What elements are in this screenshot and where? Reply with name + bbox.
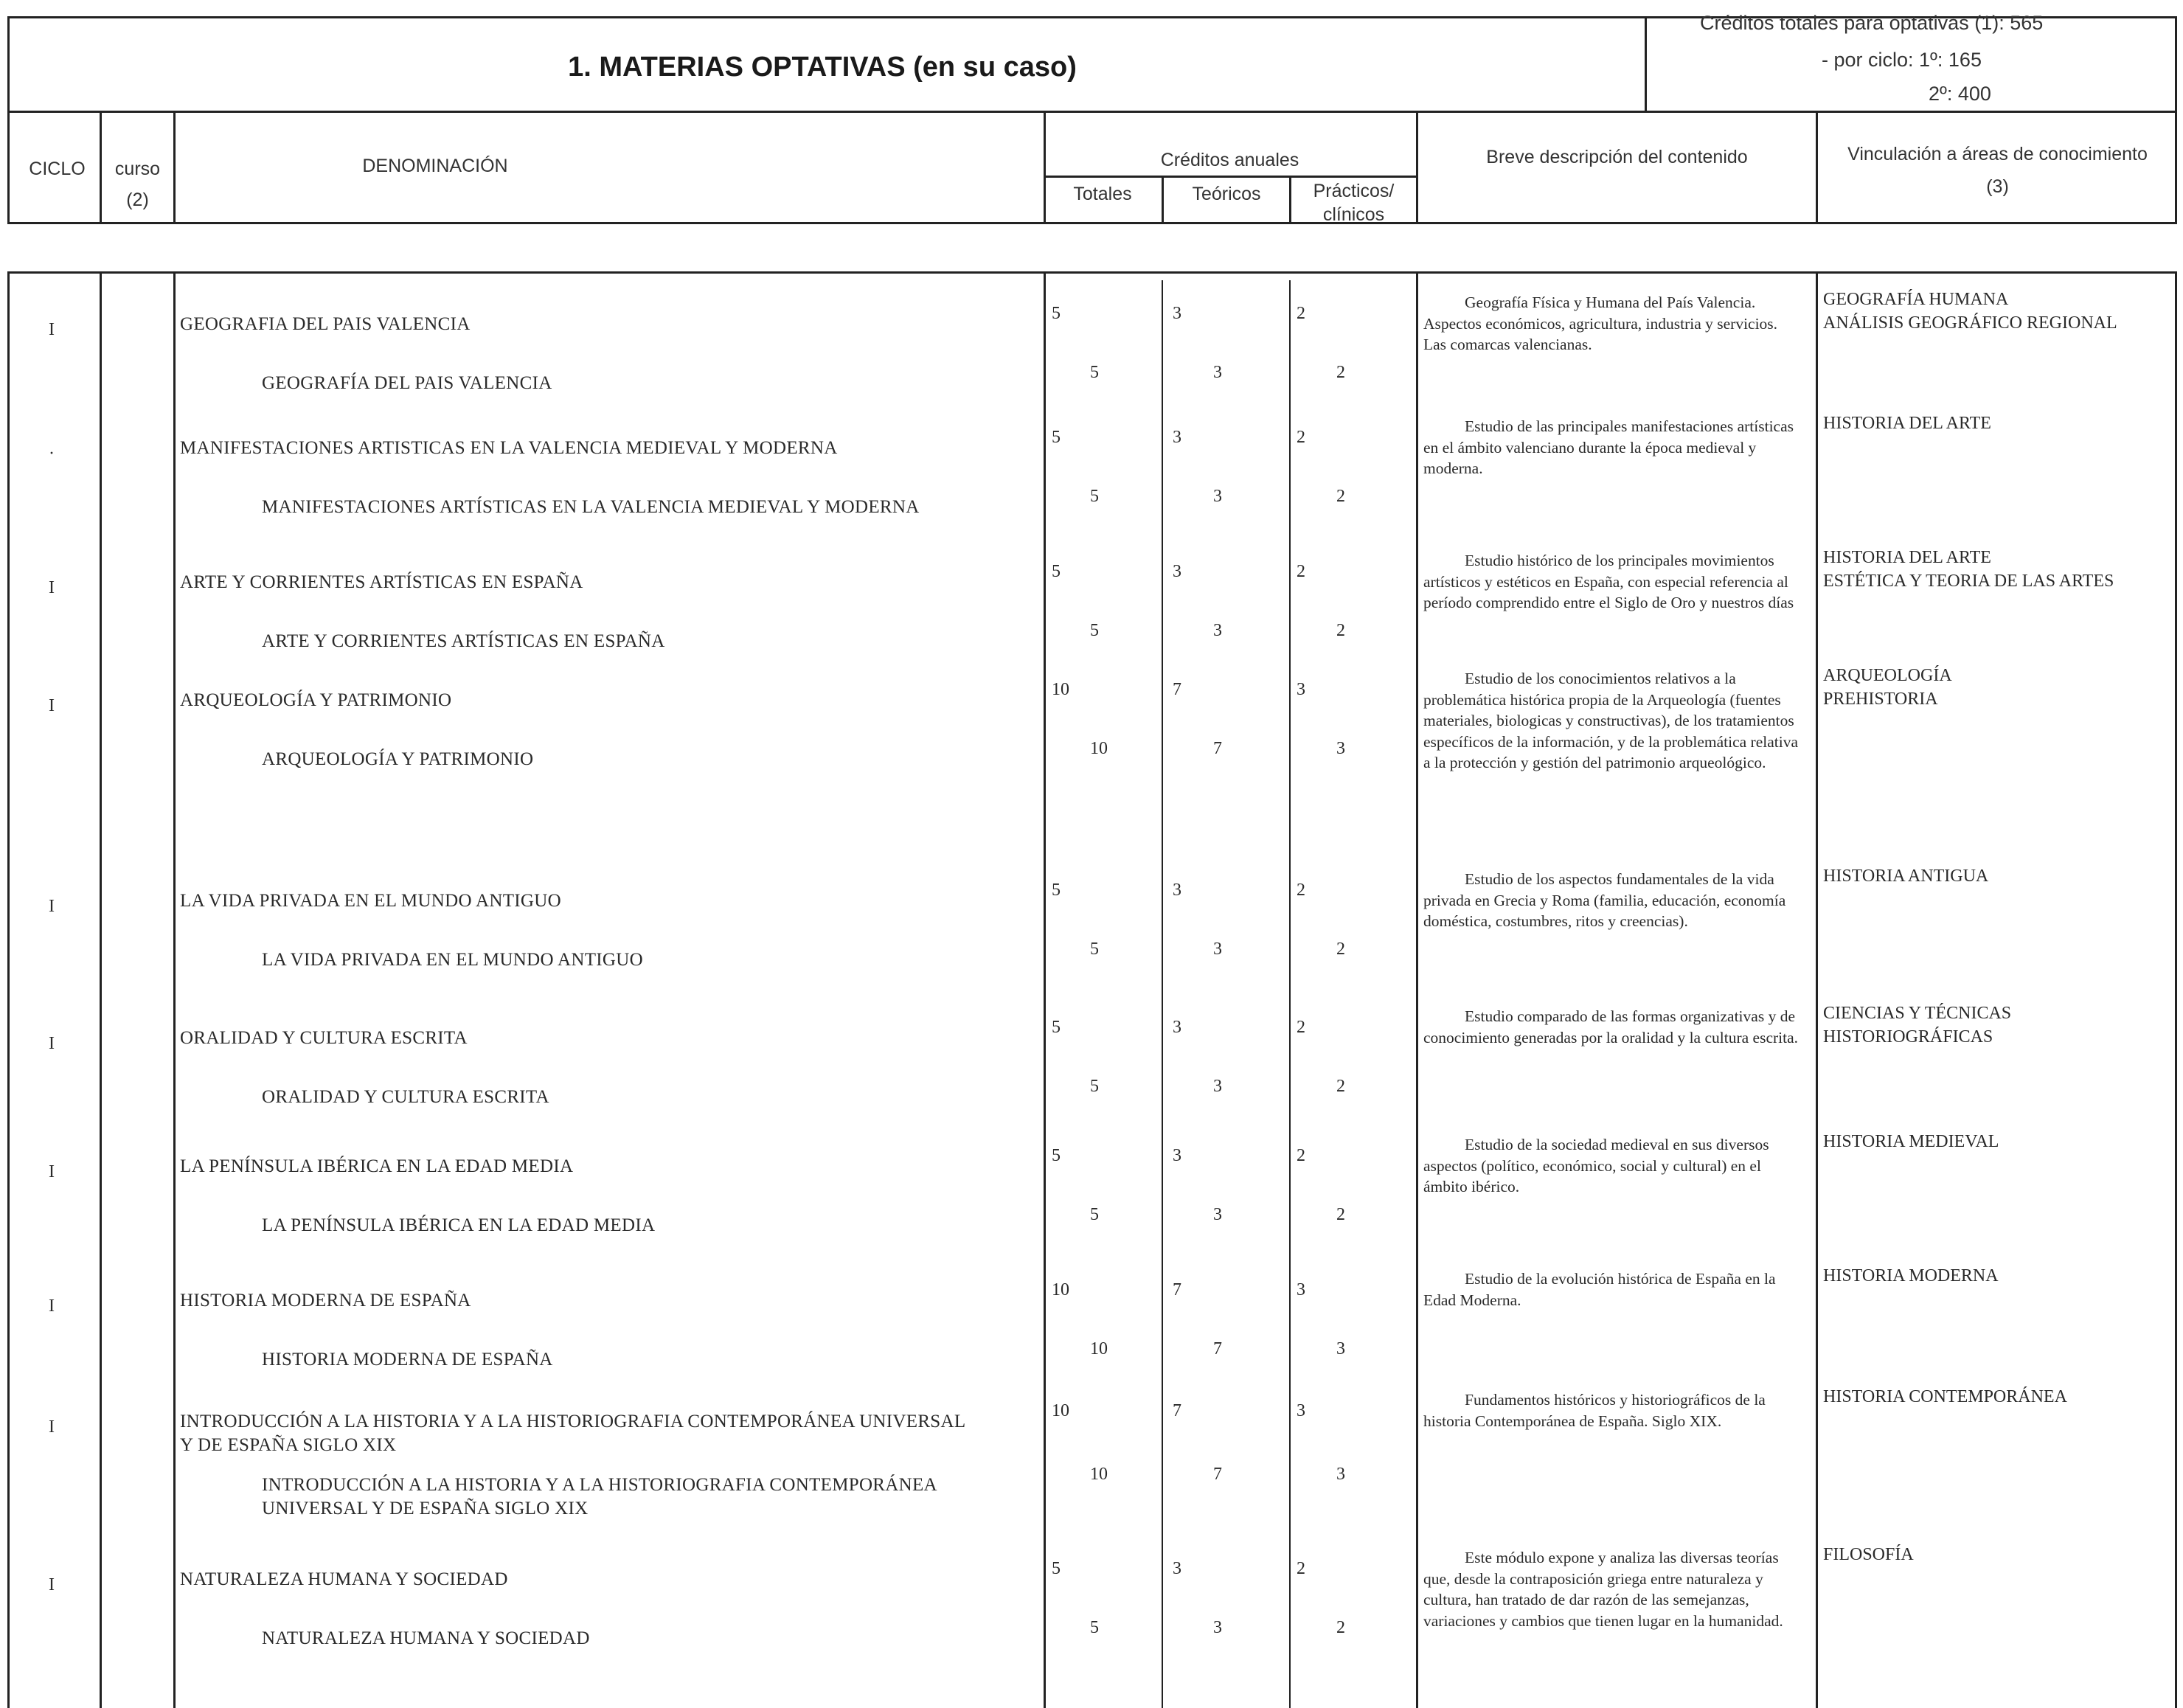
sub-subject-name: ARQUEOLOGÍA Y PATRIMONIO [262, 749, 534, 769]
col-header-clinicos: clínicos [1322, 204, 1385, 225]
credits-totales: 5 [1052, 881, 1061, 900]
credits-teoricos: 7 [1173, 680, 1181, 699]
sub-subject-name: LA PENÍNSULA IBÉRICA EN LA EDAD MEDIA [262, 1215, 656, 1235]
col-header-vinculacion: Vinculación a áreas de conocimiento [1847, 144, 2148, 164]
sub-credits-teoricos: 3 [1213, 1205, 1222, 1224]
sub-credits-teoricos: 3 [1213, 940, 1222, 959]
content-description: Estudio de los conocimientos relativos a la problemática histórica propia de la Arqueología (fuentes materiales, biologicas y constructivas), de los tratamientos específicos de la información, y de la problemática relativa a la protección y gestión del patrimonio arqueológico. [1423, 670, 1799, 771]
credits-practicos: 3 [1297, 1280, 1305, 1299]
credits-box-divider [1645, 16, 1647, 111]
col-header-creditos: Créditos anuales [1160, 150, 1299, 170]
content-description: Estudio comparado de las formas organizativas y de conocimiento generadas por la oralidad y la cultura escrita. [1423, 1007, 1799, 1046]
row-ciclo: I [49, 1162, 55, 1181]
col-header-totales: Totales [1073, 184, 1132, 204]
sub-credits-practicos: 3 [1336, 739, 1345, 758]
sub-subject-name: MANIFESTACIONES ARTÍSTICAS EN LA VALENCIA MEDIEVAL Y MODERNA [262, 497, 920, 517]
sub-credits-practicos: 3 [1336, 1339, 1345, 1358]
knowledge-area: GEOGRAFÍA HUMANA ANÁLISIS GEOGRÁFICO REGIONAL [1823, 290, 2117, 333]
col-header-teoricos: Teóricos [1192, 184, 1261, 204]
sub-subject-name: GEOGRAFÍA DEL PAIS VALENCIA [262, 373, 552, 393]
knowledge-area: FILOSOFÍA [1823, 1545, 1914, 1564]
sub-credits-practicos: 2 [1336, 487, 1345, 506]
subject-name: ORALIDAD Y CULTURA ESCRITA [180, 1028, 468, 1048]
col-header-ciclo: CICLO [29, 159, 86, 179]
col-header-descripcion: Breve descripción del contenido [1486, 147, 1748, 167]
credits-totales: 5 [1052, 304, 1061, 323]
sub-credits-teoricos: 3 [1213, 1618, 1222, 1637]
subject-name: ARTE Y CORRIENTES ARTÍSTICAS EN ESPAÑA [180, 572, 583, 592]
sub-credits-totales: 10 [1090, 739, 1108, 758]
row-ciclo: I [49, 897, 55, 916]
row-ciclo: I [49, 1034, 55, 1053]
knowledge-area: HISTORIA MEDIEVAL [1823, 1132, 1999, 1151]
sub-credits-totales: 5 [1090, 1618, 1099, 1637]
col-header-curso-note: (2) [126, 190, 149, 210]
sub-credits-practicos: 2 [1336, 363, 1345, 382]
sub-credits-practicos: 2 [1336, 621, 1345, 640]
row-ciclo: I [49, 1417, 55, 1437]
credits-total: Créditos totales para optativas (1): 565 [1700, 12, 2044, 34]
subject-name: GEOGRAFIA DEL PAIS VALENCIA [180, 314, 471, 334]
sub-credits-totales: 5 [1090, 363, 1099, 382]
content-description: Este módulo expone y analiza las diversas teorías que, desde la contraposición griega entre naturaleza y cultura, han tratado de dar razón de las semejanzas, variaciones y cambios que tienen lugar en la humanidad. [1423, 1549, 1783, 1630]
credits-totales: 5 [1052, 1018, 1061, 1037]
col-header-vinculacion-note: (3) [1986, 176, 2009, 197]
sub-credits-teoricos: 7 [1213, 1339, 1222, 1358]
credits-totales: 10 [1052, 1401, 1069, 1420]
sub-subject-name: HISTORIA MODERNA DE ESPAÑA [262, 1350, 553, 1369]
credits-teoricos: 3 [1173, 562, 1181, 581]
body-divider-creditos [1416, 271, 1418, 1708]
sub-credits-practicos: 2 [1336, 940, 1345, 959]
knowledge-area: HISTORIA MODERNA [1823, 1266, 1999, 1285]
sub-credits-totales: 5 [1090, 1077, 1099, 1096]
col-header-denominacion: DENOMINACIÓN [362, 156, 508, 176]
credits-practicos: 2 [1297, 304, 1305, 323]
content-description: Estudio de la sociedad medieval en sus diversos aspectos (político, económico, social y cultural) en el ámbito ibérico. [1423, 1136, 1769, 1195]
credits-practicos: 2 [1297, 1146, 1305, 1165]
content-description: Fundamentos históricos y historiográficos de la historia Contemporánea de España. Siglo XIX. [1423, 1391, 1766, 1430]
sub-credits-totales: 5 [1090, 621, 1099, 640]
row-ciclo: I [49, 578, 55, 597]
credits-practicos: 2 [1297, 1559, 1305, 1578]
credits-totales: 10 [1052, 1280, 1069, 1299]
credits-practicos: 2 [1297, 428, 1305, 447]
credits-totales: 5 [1052, 562, 1061, 581]
credits-teoricos: 7 [1173, 1280, 1181, 1299]
row-ciclo: I [49, 1575, 55, 1594]
credits-totales: 5 [1052, 1559, 1061, 1578]
sub-credits-totales: 5 [1090, 940, 1099, 959]
subject-name: ARQUEOLOGÍA Y PATRIMONIO [180, 690, 452, 710]
subject-name: LA PENÍNSULA IBÉRICA EN LA EDAD MEDIA [180, 1156, 574, 1176]
sub-credits-practicos: 2 [1336, 1618, 1345, 1637]
body-divider-curso [173, 271, 176, 1708]
sub-subject-name: ORALIDAD Y CULTURA ESCRITA [262, 1087, 549, 1107]
knowledge-area: HISTORIA CONTEMPORÁNEA [1823, 1387, 2067, 1406]
col-divider-curso [173, 111, 176, 224]
sub-credits-teoricos: 3 [1213, 621, 1222, 640]
credits-teoricos: 7 [1173, 1401, 1181, 1420]
body-divider-totales [1162, 280, 1163, 1708]
sub-credits-teoricos: 3 [1213, 1077, 1222, 1096]
body-divider-denom [1044, 271, 1046, 1708]
credits-sub-divider [1044, 176, 1416, 178]
content-description: Estudio de los aspectos fundamentales de la vida privada en Grecia y Roma (familia, educación, economía doméstica, costumbres, ritos y creencias). [1423, 870, 1786, 930]
credits-teoricos: 3 [1173, 1146, 1181, 1165]
subject-name: INTRODUCCIÓN A LA HISTORIA Y A LA HISTORIOGRAFIA CONTEMPORÁNEA UNIVERSAL Y DE ESPAÑA SIGLO XIX [180, 1412, 966, 1455]
credits-practicos: 3 [1297, 680, 1305, 699]
content-description: Estudio de la evolución histórica de España en la Edad Moderna. [1423, 1270, 1776, 1309]
page-title: 1. MATERIAS OPTATIVAS (en su caso) [568, 52, 1077, 83]
sub-credits-totales: 5 [1090, 1205, 1099, 1224]
row-ciclo: I [49, 320, 55, 339]
header-divider [7, 111, 2177, 113]
subject-name: HISTORIA MODERNA DE ESPAÑA [180, 1291, 471, 1310]
body-divider-ciclo [100, 271, 102, 1708]
sub-credits-teoricos: 7 [1213, 739, 1222, 758]
sub-credits-practicos: 2 [1336, 1077, 1345, 1096]
sub-subject-name: NATURALEZA HUMANA Y SOCIEDAD [262, 1628, 590, 1648]
credits-totales: 5 [1052, 1146, 1061, 1165]
subject-name: MANIFESTACIONES ARTISTICAS EN LA VALENCIA MEDIEVAL Y MODERNA [180, 438, 838, 458]
sub-credits-teoricos: 3 [1213, 487, 1222, 506]
content-description: Estudio histórico de los principales movimientos artísticos y estéticos en España, con especial referencia al período comprendido entre el Siglo de Oro y nuestros días [1423, 552, 1794, 611]
content-description: Geografía Física y Humana del País Valencia. Aspectos económicos, agricultura, industria y servicios. Las comarcas valencianas. [1423, 294, 1778, 353]
subject-name: NATURALEZA HUMANA Y SOCIEDAD [180, 1569, 508, 1589]
credits-totales: 10 [1052, 680, 1069, 699]
credits-teoricos: 3 [1173, 1018, 1181, 1037]
sub-subject-name: LA VIDA PRIVADA EN EL MUNDO ANTIGUO [262, 950, 643, 970]
sub-credits-practicos: 3 [1336, 1465, 1345, 1484]
col-header-practicos: Prácticos/ [1313, 181, 1395, 201]
knowledge-area: ARQUEOLOGÍA PREHISTORIA [1823, 666, 1952, 709]
knowledge-area: HISTORIA DEL ARTE [1823, 414, 1991, 433]
subject-name: LA VIDA PRIVADA EN EL MUNDO ANTIGUO [180, 891, 561, 911]
sub-subject-name: ARTE Y CORRIENTES ARTÍSTICAS EN ESPAÑA [262, 631, 665, 651]
credits-cycle-2: 2º: 400 [1929, 83, 1991, 105]
sub-credits-teoricos: 7 [1213, 1465, 1222, 1484]
knowledge-area: HISTORIA ANTIGUA [1823, 867, 1989, 886]
credits-practicos: 2 [1297, 881, 1305, 900]
body-divider-desc [1816, 271, 1818, 1708]
col-header-curso: curso [114, 159, 161, 179]
credits-practicos: 2 [1297, 1018, 1305, 1037]
sub-credits-totales: 10 [1090, 1339, 1108, 1358]
credits-cycle-1: - por ciclo: 1º: 165 [1822, 49, 1982, 71]
credits-teoricos: 3 [1173, 304, 1181, 323]
row-ciclo: · [49, 444, 55, 463]
sub-credits-totales: 10 [1090, 1465, 1108, 1484]
knowledge-area: CIENCIAS Y TÉCNICAS HISTORIOGRÁFICAS [1823, 1004, 2012, 1046]
credits-practicos: 3 [1297, 1401, 1305, 1420]
credits-teoricos: 3 [1173, 428, 1181, 447]
credits-practicos: 2 [1297, 562, 1305, 581]
sub-credits-teoricos: 3 [1213, 363, 1222, 382]
credits-teoricos: 3 [1173, 1559, 1181, 1578]
body-divider-teoricos [1289, 280, 1291, 1708]
sub-credits-practicos: 2 [1336, 1205, 1345, 1224]
credits-teoricos: 3 [1173, 881, 1181, 900]
sub-credits-totales: 5 [1090, 487, 1099, 506]
row-ciclo: I [49, 1296, 55, 1316]
sub-subject-name: INTRODUCCIÓN A LA HISTORIA Y A LA HISTORIOGRAFIA CONTEMPORÁNEA UNIVERSAL Y DE ESPAÑA SIGLO XIX [262, 1475, 937, 1518]
col-divider-desc [1816, 111, 1818, 224]
row-ciclo: I [49, 696, 55, 715]
content-description: Estudio de las principales manifestaciones artísticas en el ámbito valenciano durante la época medieval y moderna. [1423, 417, 1794, 477]
credits-totales: 5 [1052, 428, 1061, 447]
knowledge-area: HISTORIA DEL ARTE ESTÉTICA Y TEORIA DE LAS ARTES [1823, 548, 2114, 591]
